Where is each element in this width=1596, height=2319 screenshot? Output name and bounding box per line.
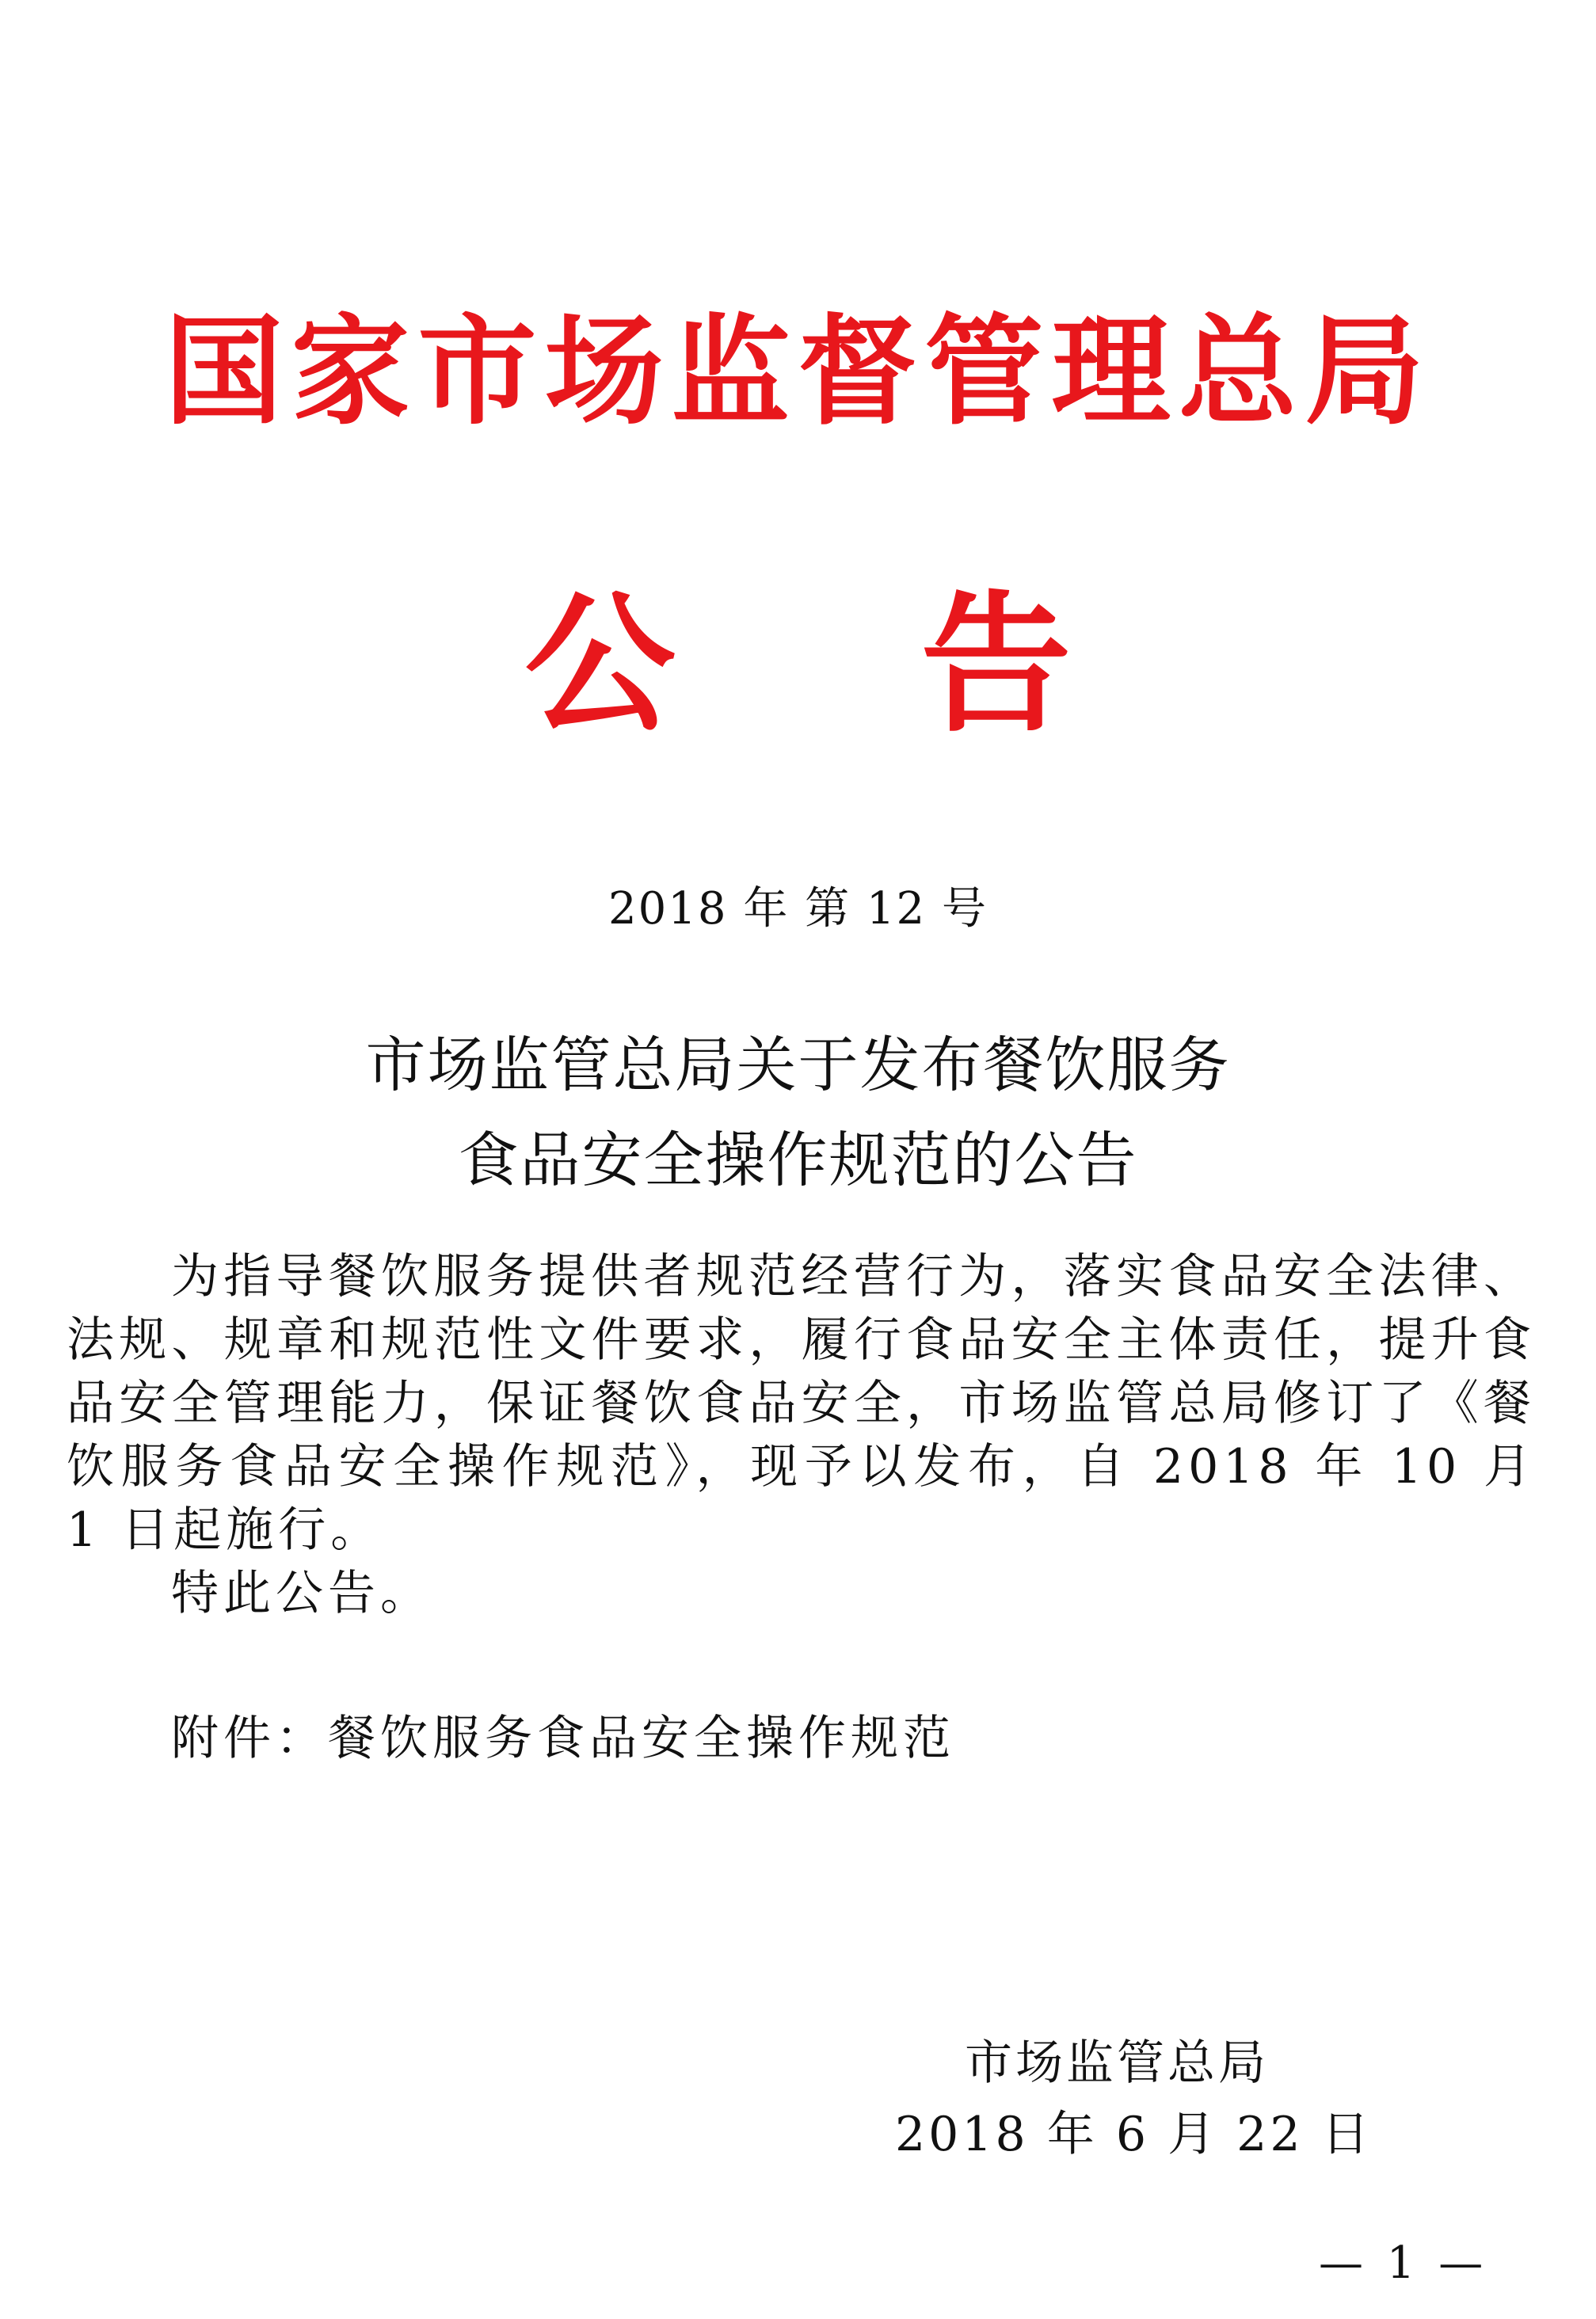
body-paragraph-1: 为指导餐饮服务提供者规范经营行为，落实食品安全法律、法规、规章和规范性文件要求，履行食品安全主体责任，提升食品安全管理能力，保证餐饮食品安全，市场监管总局修订了《餐饮服务食品安全操作规范》，现予以发布，自 2018 年 10 月 1 日起施行。 (67, 1249, 1536, 1558)
notice-heading-char-1: 公 (524, 577, 676, 752)
signature-block (895, 2028, 1373, 2170)
document-number: 2018 年 第 12 号 (608, 883, 988, 935)
notice-heading-char-2: 告 (920, 577, 1072, 752)
body-paragraph-2: 特此公告。 (171, 1566, 432, 1621)
issuing-authority-header: 国家市场监督管理总局 (164, 303, 1432, 441)
signature-date: 2018 年 6 月 22 日 (895, 2107, 1373, 2162)
document-title-line-1: 市场监管总局关于发布餐饮服务 (365, 1030, 1231, 1100)
page-number: — 1 — (1319, 2237, 1488, 2289)
signature-issuer: 市场监管总局 (965, 2035, 1269, 2091)
document-title (0, 1018, 1596, 1208)
attachment-line: 附件：餐饮服务食品安全操作规范 (171, 1711, 955, 1766)
document-body (67, 1245, 1536, 1625)
document-title-line-2: 食品安全操作规范的公告 (458, 1125, 1138, 1195)
notice-heading (0, 577, 1596, 752)
